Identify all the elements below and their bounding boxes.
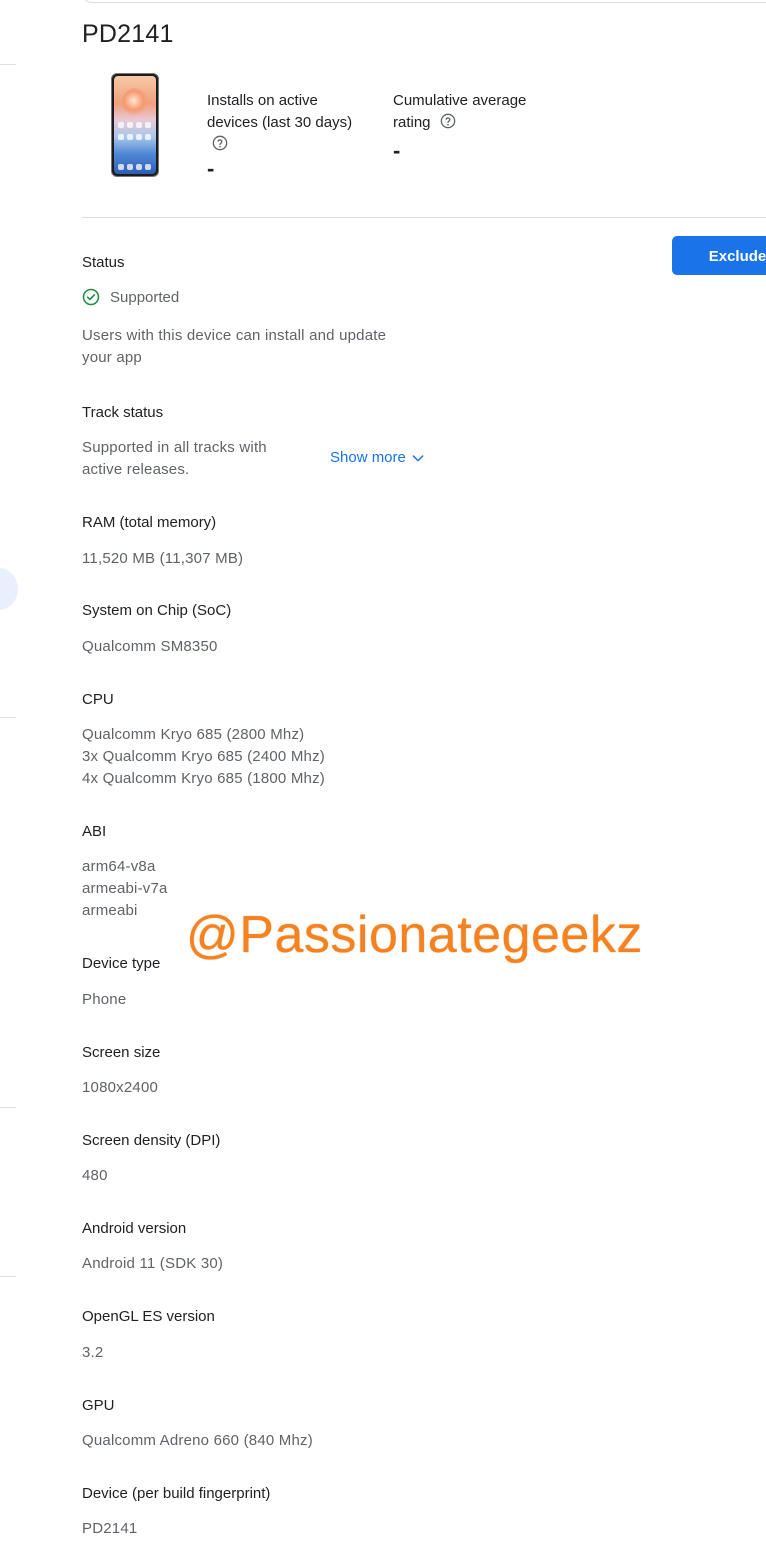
left-rail-divider: [0, 64, 16, 65]
cpu-value: 4x Qualcomm Kryo 685 (1800 Mhz): [82, 770, 325, 787]
fingerprint-value: PD2141: [82, 1520, 138, 1537]
rating-stat: [393, 90, 526, 164]
left-rail-divider: [0, 717, 16, 718]
rating-label: rating: [393, 114, 431, 131]
check-circle-icon: [82, 288, 100, 306]
abi-label: ABI: [82, 823, 107, 840]
cpu-value: 3x Qualcomm Kryo 685 (2400 Mhz): [82, 748, 325, 765]
rating-label: Cumulative average: [393, 92, 527, 109]
page-title: PD2141: [82, 20, 174, 48]
density-label: Screen density (DPI): [82, 1132, 221, 1149]
cpu-values: [82, 724, 325, 790]
abi-value: armeabi-v7a: [82, 880, 168, 897]
status-value: [82, 288, 179, 306]
opengl-value: 3.2: [82, 1344, 104, 1361]
status-label: Status: [82, 254, 125, 271]
ram-label: RAM (total memory): [82, 514, 217, 531]
android-version-label: Android version: [82, 1220, 187, 1237]
cpu-value: Qualcomm Kryo 685 (2800 Mhz): [82, 726, 305, 743]
density-value: 480: [82, 1167, 108, 1184]
rating-label-row: [393, 112, 526, 134]
top-panel-edge: [82, 0, 766, 3]
help-circle-icon[interactable]: [212, 135, 228, 151]
installs-label: Installs on active: [207, 92, 318, 109]
section-divider: [82, 217, 766, 218]
abi-value: armeabi: [82, 902, 138, 919]
device-type-label: Device type: [82, 955, 161, 972]
device-type-value: Phone: [82, 991, 127, 1008]
show-more-button[interactable]: [330, 449, 426, 466]
track-status-line: Supported in all tracks with: [82, 439, 267, 456]
installs-value: -: [207, 156, 215, 181]
screen-size-label: Screen size: [82, 1044, 161, 1061]
status-description: [82, 325, 386, 369]
watermark-text: @Passionategeekz: [186, 906, 643, 964]
ram-value: 11,520 MB (11,307 MB): [82, 550, 244, 567]
track-status-value: [82, 437, 267, 481]
fingerprint-label: Device (per build fingerprint): [82, 1485, 271, 1502]
track-status-label: Track status: [82, 404, 164, 421]
abi-value: arm64-v8a: [82, 858, 156, 875]
soc-value: Qualcomm SM8350: [82, 638, 218, 655]
chevron-down-icon: [410, 450, 426, 466]
track-status-line: active releases.: [82, 461, 190, 478]
opengl-label: OpenGL ES version: [82, 1308, 215, 1325]
left-nav-selected-indicator[interactable]: [0, 568, 18, 610]
status-description-line: your app: [82, 349, 142, 366]
left-rail-divider: [0, 1107, 16, 1108]
installs-stat: [207, 90, 352, 182]
gpu-label: GPU: [82, 1397, 115, 1414]
abi-values: [82, 856, 168, 922]
status-description-line: Users with this device can install and update: [82, 327, 387, 344]
rating-value: -: [393, 138, 401, 163]
installs-label: devices (last 30 days): [207, 114, 353, 131]
exclude-button[interactable]: Exclude: [672, 236, 766, 275]
phone-image: [111, 73, 159, 177]
show-more-label: Show more: [330, 449, 406, 466]
android-version-value: Android 11 (SDK 30): [82, 1255, 224, 1272]
help-circle-icon[interactable]: [440, 113, 456, 129]
cpu-label: CPU: [82, 691, 114, 708]
gpu-value: Qualcomm Adreno 660 (840 Mhz): [82, 1432, 313, 1449]
screen-size-value: 1080x2400: [82, 1079, 159, 1096]
status-text: Supported: [110, 288, 180, 306]
left-rail-divider: [0, 1276, 16, 1277]
soc-label: System on Chip (SoC): [82, 602, 232, 619]
